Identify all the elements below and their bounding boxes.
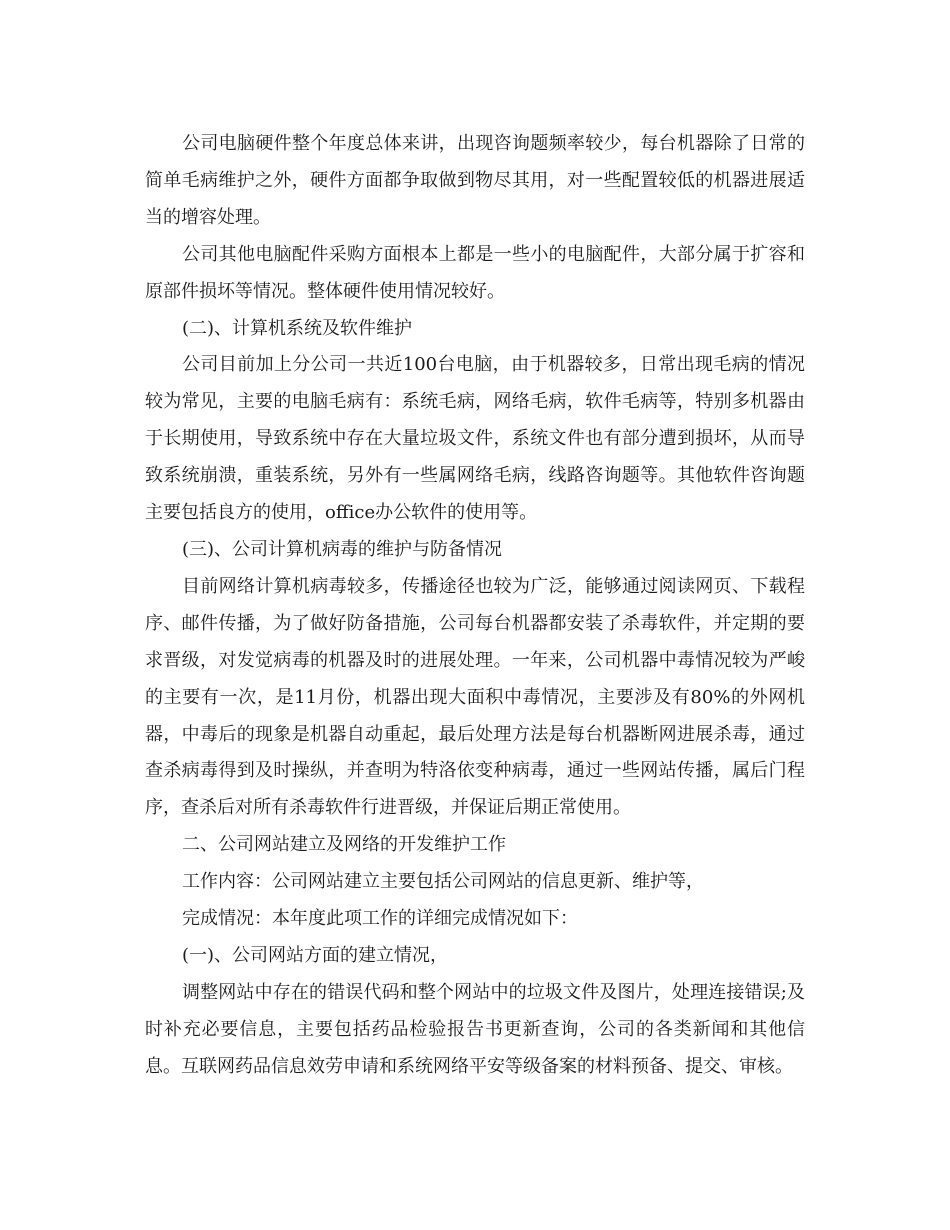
section-heading-website-building: (一)、公司网站方面的建立情况，: [182, 944, 449, 966]
section-heading-website: 二、公司网站建立及网络的开发维护工作: [182, 834, 506, 856]
paragraph-virus-prevention: 目前网络计算机病毒较多，传播途径也较为广泛，能够通过阅读网页、下载程序、邮件传播，为了做好防备措施，公司每台机器都安装了杀毒软件，并定期的要求晋级，对发觉病毒的机器及时的进展处理。一年来，公司机器中毒情况较为严峻的主要有一次，是11月份，机器出现大面积中毒情况，主要涉及有80%的外网机器，中毒后的现象是机器自动重起，最后处理方法是每台机器断网进展杀毒，通过查杀病毒得到及时操纵，并查明为特洛依变种病毒，通过一些网站传播，属后门程序，查杀后对所有杀毒软件行进晋级，并保证后期正常使用。: [145, 575, 805, 819]
document-body: [145, 126, 805, 1086]
paragraph-hardware-summary: 公司电脑硬件整个年度总体来讲，出现咨询题频率较少，每台机器除了日常的简单毛病维护之外，硬件方面都争取做到物尽其用，对一些配置较低的机器进展适当的增容处理。: [145, 133, 805, 228]
paragraph-website-adjustment: 调整网站中存在的错误代码和整个网站中的垃圾文件及图片，处理连接错误;及时补充必要信息，主要包括药品检验报告书更新查询，公司的各类新闻和其他信息。互联网药品信息效劳申请和系统网络平安等级备案的材料预备、提交、审核。: [145, 981, 805, 1077]
section-heading-virus: (三)、公司计算机病毒的维护与防备情况: [182, 538, 503, 560]
paragraph-work-content: 工作内容：公司网站建立主要包括公司网站的信息更新、维护等，: [182, 871, 704, 893]
paragraph-system-maintenance: 公司目前加上分公司一共近100台电脑，由于机器较多，日常出现毛病的情况较为常见，主要的电脑毛病有：系统毛病，网络毛病，软件毛病等，特别多机器由于长期使用，导致系统中存在大量垃圾文件，系统文件也有部分遭到损坏，从而导致系统崩溃，重装系统，另外有一些属网络毛病，线路咨询题等。其他软件咨询题主要包括良方的使用，office办公软件的使用等。: [145, 354, 805, 524]
paragraph-parts-purchase: 公司其他电脑配件采购方面根本上都是一些小的电脑配件，大部分属于扩容和原部件损坏等情况。整体硬件使用情况较好。: [145, 243, 805, 302]
paragraph-completion-status: 完成情况：本年度此项工作的详细完成情况如下：: [182, 908, 578, 930]
section-heading-system-software: (二)、计算机系统及软件维护: [182, 317, 413, 339]
